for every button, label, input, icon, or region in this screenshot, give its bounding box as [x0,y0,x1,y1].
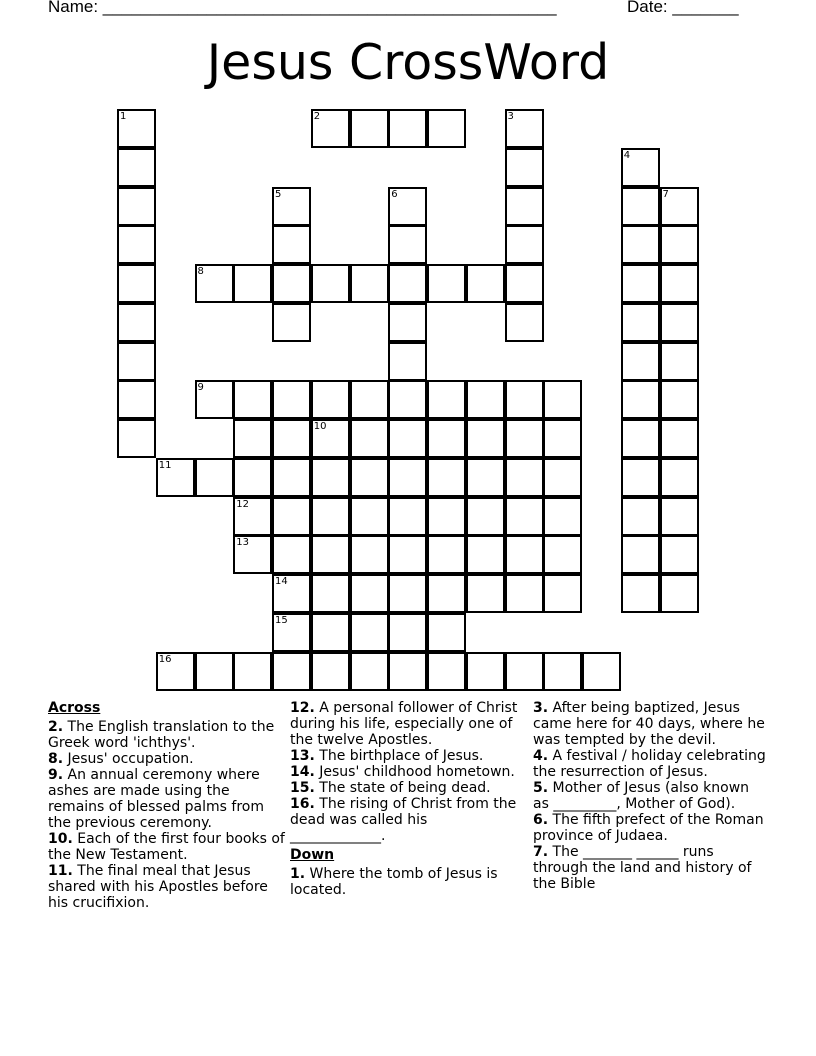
grid-cell[interactable] [543,419,582,458]
grid-cell[interactable] [195,458,234,497]
grid-cell[interactable] [233,419,272,458]
grid-cell[interactable] [311,652,350,691]
grid-cell[interactable] [621,225,660,264]
grid-cell[interactable] [505,148,544,187]
clues-column-1 [48,700,286,911]
cell-number: 9 [197,382,204,394]
grid-cell[interactable] [466,535,505,574]
grid-cell[interactable] [272,419,311,458]
grid-cell[interactable] [156,458,195,497]
clue-across-15: 15. The state of being dead. [290,780,491,796]
clue-down-4: 4. A festival / holiday celebrating the resurrection of Jesus. [533,748,766,780]
grid-cell[interactable] [621,148,660,187]
cell-number: 5 [275,188,282,200]
clues-column-2 [290,700,526,898]
down-heading: Down [290,847,335,863]
clue-across-9: 9. An annual ceremony where ashes are made using the remains of blessed palms from the previous ceremony. [48,767,264,831]
grid-cell[interactable] [117,264,156,303]
grid-cell[interactable] [117,342,156,381]
grid-cell[interactable] [660,419,699,458]
grid-cell[interactable] [543,535,582,574]
grid-cell[interactable] [660,187,699,226]
cell-number: 7 [662,188,669,200]
grid-cell[interactable] [388,109,427,148]
clue-across-16: 16. The rising of Christ from the dead was called his _____________. [290,796,517,844]
grid-cell[interactable] [233,652,272,691]
grid-cell[interactable] [660,497,699,536]
grid-cell[interactable] [388,380,427,419]
cell-number: 11 [158,459,172,471]
grid-cell[interactable] [505,225,544,264]
grid-cell[interactable] [311,419,350,458]
clue-across-13: 13. The birthplace of Jesus. [290,748,484,764]
grid-cell[interactable] [505,419,544,458]
grid-cell[interactable] [311,264,350,303]
grid-cell[interactable] [427,264,466,303]
grid-cell[interactable] [311,380,350,419]
clue-across-11: 11. The final meal that Jesus shared with his Apostles before his crucifixion. [48,863,268,911]
grid-cell[interactable] [195,380,234,419]
clue-down-7: 7. The _______ ______ runs through the land and history of the Bible [533,844,752,892]
grid-cell[interactable] [272,303,311,342]
grid-cell[interactable] [350,458,389,497]
grid-cell[interactable] [621,458,660,497]
grid-cell[interactable] [660,574,699,613]
grid-cell[interactable] [388,458,427,497]
grid-cell[interactable] [311,574,350,613]
clue-across-2: 2. The English translation to the Greek word 'ichthys'. [48,719,275,751]
grid-cell[interactable] [427,652,466,691]
grid-cell[interactable] [350,109,389,148]
grid-cell[interactable] [427,535,466,574]
grid-cell[interactable] [311,109,350,148]
grid-cell[interactable] [505,109,544,148]
grid-cell[interactable] [621,419,660,458]
grid-cell[interactable] [388,342,427,381]
grid-cell[interactable] [350,419,389,458]
grid-cell[interactable] [117,187,156,226]
grid-cell[interactable] [427,109,466,148]
grid-cell[interactable] [195,264,234,303]
grid-cell[interactable] [427,613,466,652]
grid-cell[interactable] [272,264,311,303]
across-heading: Across [48,700,101,716]
grid-cell[interactable] [505,380,544,419]
grid-cell[interactable] [195,652,234,691]
cell-number: 13 [236,537,249,549]
grid-cell[interactable] [621,574,660,613]
clue-across-14: 14. Jesus' childhood hometown. [290,764,515,780]
grid-cell[interactable] [621,342,660,381]
grid-cell[interactable] [505,303,544,342]
grid-cell[interactable] [543,652,582,691]
grid-cell[interactable] [543,458,582,497]
grid-cell[interactable] [117,380,156,419]
cell-number: 15 [275,614,288,626]
grid-cell[interactable] [350,497,389,536]
grid-cell[interactable] [311,613,350,652]
grid-cell[interactable] [427,419,466,458]
grid-cell[interactable] [117,148,156,187]
grid-cell[interactable] [117,419,156,458]
grid-cell[interactable] [388,225,427,264]
grid-cell[interactable] [350,613,389,652]
grid-cell[interactable] [466,652,505,691]
grid-cell[interactable] [621,535,660,574]
cell-number: 2 [313,111,321,122]
grid-cell[interactable] [117,109,156,148]
grid-cell[interactable] [272,187,311,226]
grid-cell[interactable] [466,380,505,419]
grid-cell[interactable] [582,652,621,691]
grid-cell[interactable] [117,303,156,342]
clue-across-10: 10. Each of the first four books of the New Testament. [48,831,285,863]
grid-cell[interactable] [466,458,505,497]
grid-cell[interactable] [272,458,311,497]
grid-cell[interactable] [272,225,311,264]
grid-cell[interactable] [350,652,389,691]
grid-cell[interactable] [388,613,427,652]
grid-cell[interactable] [660,264,699,303]
grid-cell[interactable] [388,497,427,536]
grid-cell[interactable] [660,225,699,264]
grid-cell[interactable] [660,380,699,419]
grid-cell[interactable] [505,652,544,691]
grid-cell[interactable] [543,497,582,536]
grid-cell[interactable] [427,380,466,419]
cell-number: 6 [391,188,398,200]
grid-cell[interactable] [660,342,699,381]
grid-cell[interactable] [272,613,311,652]
grid-cell[interactable] [466,497,505,536]
grid-cell[interactable] [505,264,544,303]
grid-cell[interactable] [621,264,660,303]
grid-cell[interactable] [621,380,660,419]
grid-cell[interactable] [233,535,272,574]
grid-cell[interactable] [660,303,699,342]
grid-cell[interactable] [466,264,505,303]
grid-cell[interactable] [350,535,389,574]
clue-across-12: 12. A personal follower of Christ during his life, especially one of the twelve Apostles. [290,700,518,748]
grid-cell[interactable] [621,497,660,536]
grid-cell[interactable] [505,187,544,226]
grid-cell[interactable] [543,574,582,613]
grid-cell[interactable] [388,535,427,574]
page-title: Jesus CrossWord [206,34,610,91]
cell-number: 3 [507,111,514,122]
grid-cell[interactable] [272,497,311,536]
cell-number: 8 [197,266,204,277]
grid-cell[interactable] [505,497,544,536]
grid-cell[interactable] [388,303,427,342]
grid-cell[interactable] [156,652,195,691]
grid-cell[interactable] [311,497,350,536]
grid-cell[interactable] [350,264,389,303]
grid-cell[interactable] [272,535,311,574]
cell-number: 12 [236,498,249,510]
grid-cell[interactable] [350,574,389,613]
clue-down-5: 5. Mother of Jesus (also known as _________, Mother of God). [533,780,750,812]
grid-cell[interactable] [272,380,311,419]
clue-down-3: 3. After being baptized, Jesus came here for 40 days, where he was tempted by the devil. [533,700,765,748]
grid-cell[interactable] [233,497,272,536]
grid-cell[interactable] [272,574,311,613]
grid-cell[interactable] [427,574,466,613]
grid-cell[interactable] [350,380,389,419]
grid-cell[interactable] [388,264,427,303]
grid-cell[interactable] [388,419,427,458]
grid-cell[interactable] [427,458,466,497]
grid-cell[interactable] [543,380,582,419]
clue-down-6: 6. The fifth prefect of the Roman province of Judaea. [533,812,764,844]
clues-column-3 [533,700,769,892]
grid-cell[interactable] [505,535,544,574]
grid-cell[interactable] [272,652,311,691]
grid-cell[interactable] [505,574,544,613]
grid-cell[interactable] [621,187,660,226]
grid-cell[interactable] [233,264,272,303]
grid-cell[interactable] [233,380,272,419]
grid-cell[interactable] [621,303,660,342]
grid-cell[interactable] [466,574,505,613]
grid-cell[interactable] [311,535,350,574]
grid-cell[interactable] [388,574,427,613]
cell-number: 14 [275,576,288,587]
grid-cell[interactable] [233,458,272,497]
cell-number: 10 [313,421,327,432]
grid-cell[interactable] [660,458,699,497]
cell-number: 1 [120,111,127,122]
grid-cell[interactable] [388,187,427,226]
date-field-label: Date: _______ [627,0,739,16]
grid-cell[interactable] [660,535,699,574]
grid-cell[interactable] [117,225,156,264]
grid-cell[interactable] [505,458,544,497]
clue-down-1: 1. Where the tomb of Jesus is located. [290,866,498,898]
grid-cell[interactable] [427,497,466,536]
cell-number: 4 [623,149,631,161]
grid-cell[interactable] [388,652,427,691]
grid-cell[interactable] [311,458,350,497]
cell-number: 16 [158,653,172,665]
clue-across-8: 8. Jesus' occupation. [48,751,194,767]
name-field-label: Name: ________________________________________________ [48,0,557,16]
grid-cell[interactable] [466,419,505,458]
